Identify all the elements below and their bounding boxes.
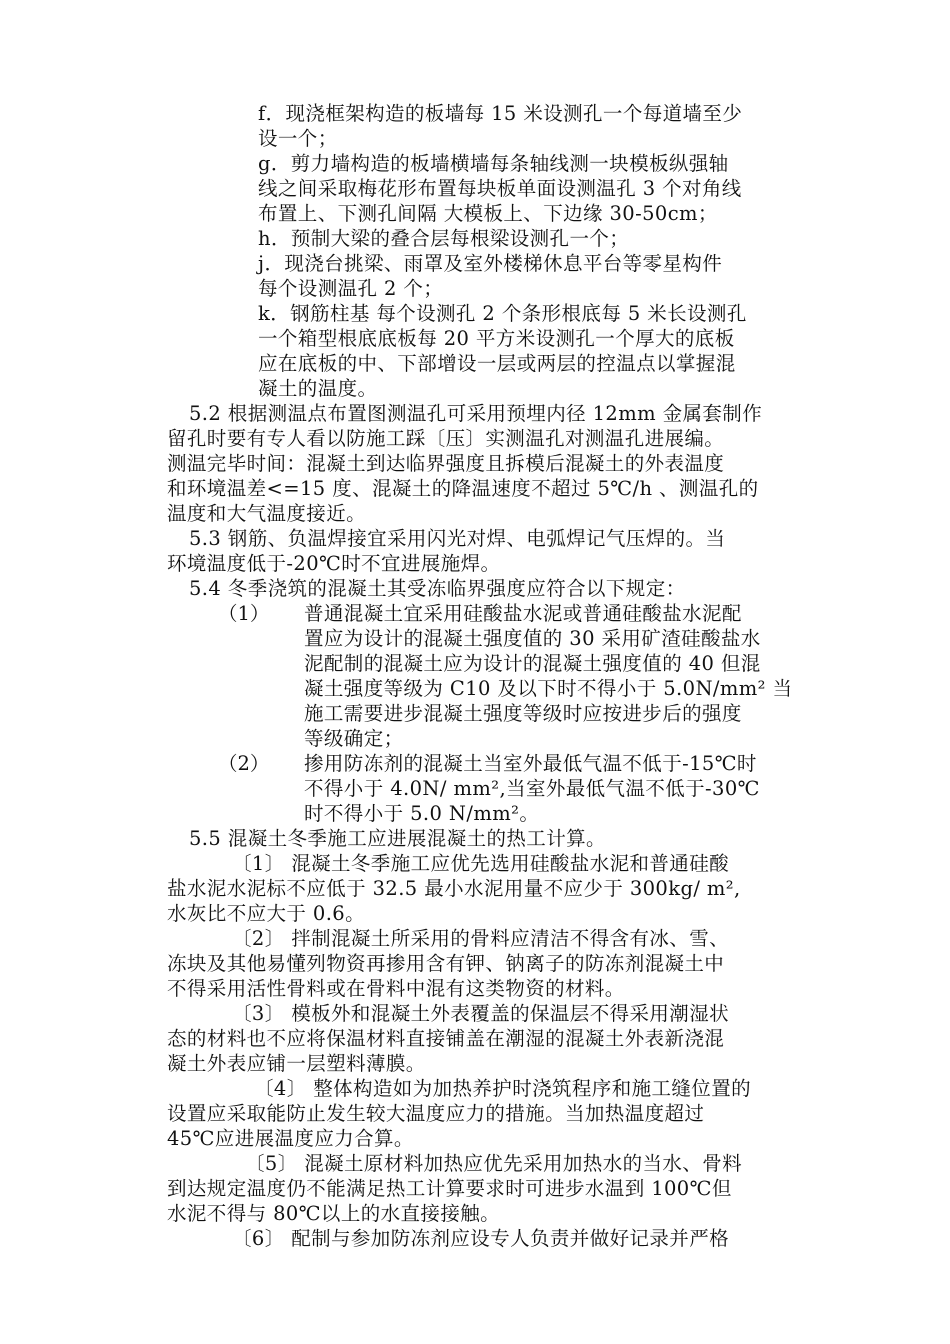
text-line: 布置上、下测孔间隔 大模板上、下边缘 30-50cm；	[258, 202, 718, 225]
item-label: （1）	[218, 602, 270, 625]
text-line: 水灰比不应大于 0.6。	[167, 902, 366, 925]
text-line: 测温完毕时间：混凝土到达临界强度且拆模后混凝土的外表温度	[167, 452, 725, 475]
text-line: 盐水泥水泥标不应低于 32.5 最小水泥用量不应少于 300kg/ m²,	[167, 877, 741, 900]
text-line: 不得采用活性骨料或在骨料中混有这类物资的材料。	[167, 977, 625, 1000]
text-line: 凝土外表应铺一层塑料薄膜。	[167, 1052, 426, 1075]
text-line: 水泥不得与 80℃以上的水直接接触。	[167, 1202, 501, 1225]
text-line: 〔2〕 拌制混凝土所采用的骨料应清洁不得含有冰、雪、	[232, 927, 730, 950]
text-line: 等级确定；	[304, 727, 404, 750]
text-line: 应在底板的中、下部增设一层或两层的控温点以掌握混	[258, 352, 736, 375]
text-line: 冻块及其他易懂列物资再掺用含有钾、钠离子的防冻剂混凝土中	[167, 952, 725, 975]
text-line: f．现浇框架构造的板墙每 15 米设测孔一个每道墙至少	[258, 102, 743, 125]
text-line: 线之间采取梅花形布置每块板单面设测温孔 3 个对角线	[258, 177, 742, 200]
text-line: h．预制大梁的叠合层每根梁设测孔一个；	[258, 227, 630, 250]
text-line: 设置应采取能防止发生较大温度应力的措施。当加热温度超过	[167, 1102, 705, 1125]
text-line: 环境温度低于-20℃时不宜进展施焊。	[167, 552, 501, 575]
text-line: 45℃应进展温度应力合算。	[167, 1127, 414, 1150]
text-line: 施工需要进步混凝土强度等级时应按进步后的强度	[304, 702, 742, 725]
text-line: 〔5〕 混凝土原材料加热应优先采用加热水的当水、骨料	[245, 1152, 743, 1175]
text-line: 5.2 根据测温点布置图测温孔可采用预埋内径 12mm 金属套制作	[189, 402, 763, 425]
text-line: 〔3〕 模板外和混凝土外表覆盖的保温层不得采用潮湿状	[232, 1002, 730, 1025]
text-line: 凝土的温度。	[258, 377, 378, 400]
item-label: （2）	[218, 752, 270, 775]
text-line: j．现浇台挑梁、雨罩及室外楼梯休息平台等零星构件	[258, 252, 723, 275]
text-line: 5.3 钢筋、负温焊接宜采用闪光对焊、电弧焊记气压焊的。当	[189, 527, 726, 550]
text-line: 每个设测温孔 2 个；	[258, 277, 444, 300]
text-line: 凝土强度等级为 C10 及以下时不得小于 5.0N/mm² 当	[304, 677, 793, 700]
text-line: 普通混凝土宜采用硅酸盐水泥或普通硅酸盐水泥配	[304, 602, 742, 625]
text-line: 一个箱型根底底板每 20 平方米设测孔一个厚大的底板	[258, 327, 735, 350]
text-line: 置应为设计的混凝土强度值的 30 采用矿渣硅酸盐水	[304, 627, 761, 650]
text-line: 不得小于 4.0N/ mm²,当室外最低气温不低于-30℃	[304, 777, 760, 800]
text-line: 设一个；	[258, 127, 338, 150]
text-line: 〔1〕 混凝土冬季施工应优先选用硅酸盐水泥和普通硅酸	[232, 852, 730, 875]
text-line: 〔6〕 配制与参加防冻剂应设专人负责并做好记录并严格	[232, 1227, 730, 1250]
text-line: 态的材料也不应将保温材料直接铺盖在潮湿的混凝土外表新浇混	[167, 1027, 725, 1050]
section-heading: 5.5 混凝土冬季施工应进展混凝土的热工计算。	[189, 827, 606, 850]
section-heading: 5.4 冬季浇筑的混凝土其受冻临界强度应符合以下规定：	[189, 577, 686, 600]
text-line: g．剪力墙构造的板墙横墙每条轴线测一块模板纵强轴	[258, 152, 729, 175]
text-line: 和环境温差<=15 度、混凝土的降温速度不超过 5℃/h 、测温孔的	[167, 477, 759, 500]
text-line: 掺用防冻剂的混凝土当室外最低气温不低于-15℃时	[304, 752, 757, 775]
text-line: 时不得小于 5.0 N/mm²。	[304, 802, 540, 825]
text-line: 〔4〕 整体构造如为加热养护时浇筑程序和施工缝位置的	[254, 1077, 752, 1100]
text-line: 到达规定温度仍不能满足热工计算要求时可进步水温到 100℃但	[167, 1177, 732, 1200]
text-line: 泥配制的混凝土应为设计的混凝土强度值的 40 但混	[304, 652, 761, 675]
text-line: 留孔时要有专人看以防施工踩〔压〕实测温孔对测温孔进展编。	[167, 427, 725, 450]
text-line: 温度和大气温度接近。	[167, 502, 367, 525]
text-line: k．钢筋柱基 每个设测孔 2 个条形根底每 5 米长设测孔	[258, 302, 747, 325]
